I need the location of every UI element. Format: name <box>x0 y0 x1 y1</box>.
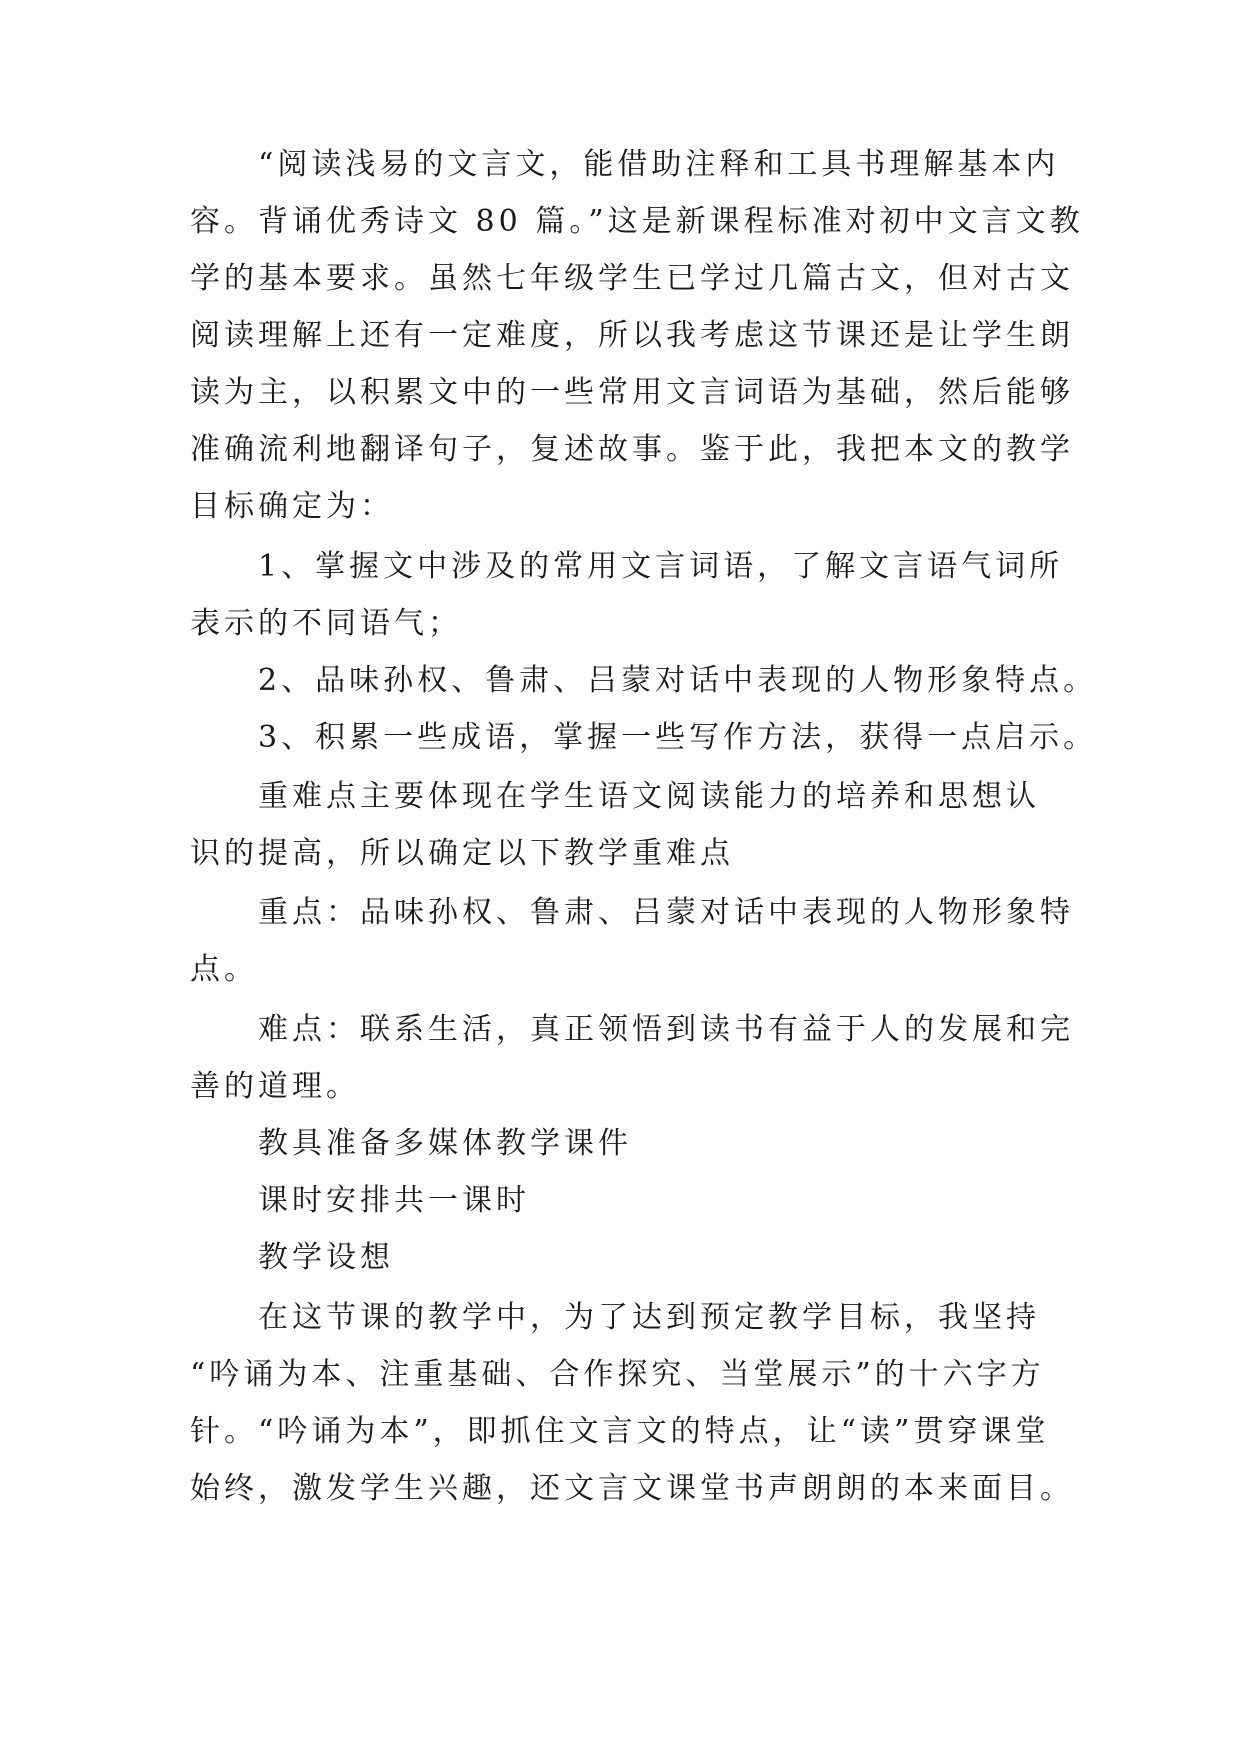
text-line: 始终，激发学生兴趣，还文言文课堂书声朗朗的本来面目。 <box>190 1471 1074 1506</box>
difficulty-line: 难点：联系生活，真正领悟到读书有益于人的发展和完 <box>258 1012 1074 1047</box>
list-item-1: 1、掌握文中涉及的常用文言词语，了解文言语气词所 <box>258 549 1064 584</box>
text-line: 重难点主要体现在学生语文阅读能力的培养和思想认 <box>258 779 1040 814</box>
text-line: 读为主，以积累文中的一些常用文言词语为基础，然后能够 <box>190 375 1074 410</box>
text-line: 识的提高，所以确定以下教学重难点 <box>190 836 734 871</box>
teaching-tools-line: 教具准备多媒体教学课件 <box>258 1126 632 1161</box>
text-line: “阅读浅易的文言文，能借助注释和工具书理解基本内 <box>258 147 1060 182</box>
text-line: “吟诵为本、注重基础、合作探究、当堂展示”的十六字方 <box>190 1357 1045 1392</box>
text-line: 学的基本要求。虽然七年级学生已学过几篇古文，但对古文 <box>190 261 1074 296</box>
text-line: 准确流利地翻译句子，复述故事。鉴于此，我把本文的教学 <box>190 432 1074 467</box>
text-line: 在这节课的教学中，为了达到预定教学目标，我坚持 <box>258 1300 1040 1335</box>
text-line: 容。背诵优秀诗文 80 篇。”这是新课程标准对初中文言文教 <box>190 204 1084 239</box>
text-line: 善的道理。 <box>190 1069 360 1104</box>
list-item-2: 2、品味孙权、鲁肃、吕蒙对话中表现的人物形象特点。 <box>258 663 1098 698</box>
text-line: 目标确定为： <box>190 489 394 524</box>
text-line: 阅读理解上还有一定难度，所以我考虑这节课还是让学生朗 <box>190 318 1074 353</box>
text-line: 针。“吟诵为本”，即抓住文言文的特点，让“读”贯穿课堂 <box>190 1414 1050 1449</box>
list-item-3: 3、积累一些成语，掌握一些写作方法，获得一点启示。 <box>258 720 1098 755</box>
text-line: 表示的不同语气； <box>190 606 462 641</box>
text-line: 点。 <box>190 952 258 987</box>
key-point-line: 重点：品味孙权、鲁肃、吕蒙对话中表现的人物形象特 <box>258 895 1074 930</box>
schedule-line: 课时安排共一课时 <box>258 1183 530 1218</box>
section-heading: 教学设想 <box>258 1240 394 1275</box>
